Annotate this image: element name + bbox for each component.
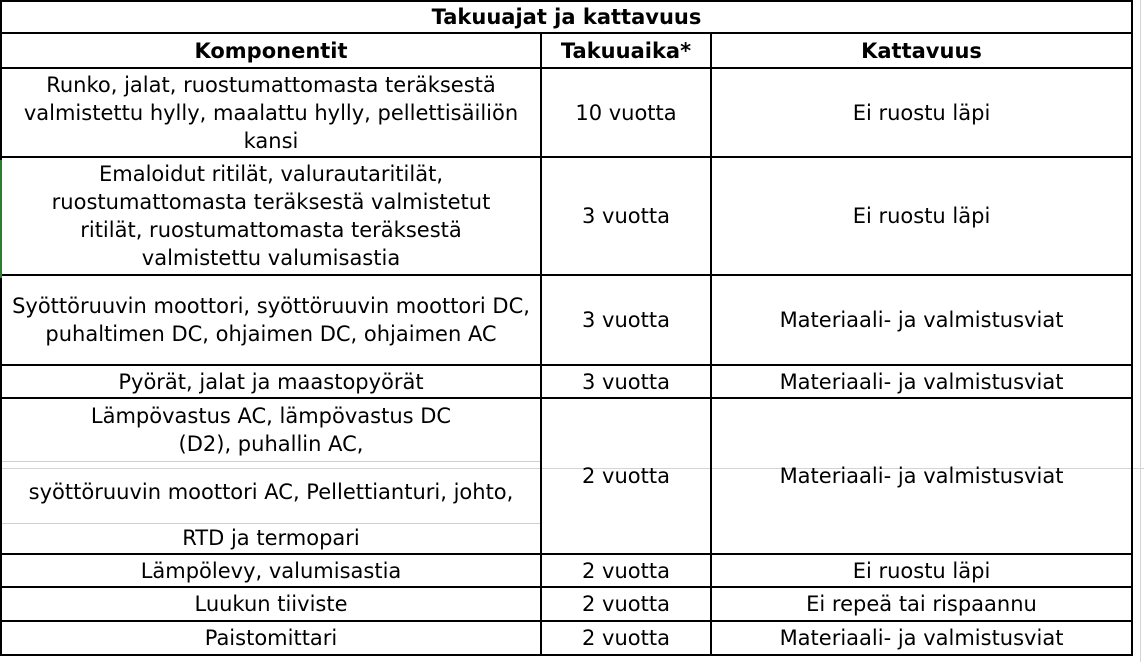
header-period[interactable]: Takuuaika*	[541, 33, 711, 68]
cell-coverage[interactable]: Ei repeä tai rispaannu	[711, 587, 1132, 621]
cell-coverage[interactable]: Materiaali- ja valmistusviat	[711, 275, 1132, 365]
table-row	[1, 621, 1132, 655]
table-row	[1, 157, 1132, 275]
cell-period[interactable]: 3 vuotta	[541, 275, 711, 365]
cell-component[interactable]: Runko, jalat, ruostumattomasta teräksestä valmistettu hylly, maalattu hylly, pellettisäiliön kansi	[1, 68, 541, 157]
cell-period[interactable]: 2 vuotta	[541, 398, 711, 554]
table-row	[1, 587, 1132, 621]
table-row	[1, 398, 1132, 461]
cell-component[interactable]: Lämpölevy, valumisastia	[1, 554, 541, 587]
cell-component[interactable]: Lämpövastus AC, lämpövastus DC (D2), puhallin AC,	[1, 398, 541, 461]
table-row	[1, 275, 1132, 365]
header-coverage[interactable]: Kattavuus	[711, 33, 1132, 68]
table-row	[1, 68, 1132, 157]
title-row	[1, 1, 1132, 33]
cell-coverage[interactable]: Ei ruostu läpi	[711, 68, 1132, 157]
cell-coverage[interactable]: Materiaali- ja valmistusviat	[711, 621, 1132, 655]
header-row	[1, 33, 1132, 68]
cell-period[interactable]: 2 vuotta	[541, 554, 711, 587]
cell-component[interactable]: Paistomittari	[1, 621, 541, 655]
header-component[interactable]: Komponentit	[1, 33, 541, 68]
cell-coverage[interactable]: Materiaali- ja valmistusviat	[711, 398, 1132, 554]
cell-component[interactable]: Pyörät, jalat ja maastopyörät	[1, 365, 541, 398]
cell-component[interactable]: Emaloidut ritilät, valurautaritilät, ruostumattomasta teräksestä valmistetut ritilät, ruostumattomasta teräksestä valmistettu valumisastia	[1, 157, 541, 275]
cell-component[interactable]: RTD ja termopari	[1, 523, 541, 554]
cell-period[interactable]: 2 vuotta	[541, 621, 711, 655]
cell-period[interactable]: 3 vuotta	[541, 157, 711, 275]
table-title[interactable]: Takuuajat ja kattavuus	[1, 1, 1132, 33]
cell-component[interactable]: syöttöruuvin moottori AC, Pellettianturi, johto,	[1, 461, 541, 523]
table-row	[1, 365, 1132, 398]
cell-coverage[interactable]: Ei ruostu läpi	[711, 157, 1132, 275]
cell-coverage[interactable]: Materiaali- ja valmistusviat	[711, 365, 1132, 398]
cell-period[interactable]: 3 vuotta	[541, 365, 711, 398]
table-row	[1, 554, 1132, 587]
cell-period[interactable]: 2 vuotta	[541, 587, 711, 621]
grid-line	[1140, 0, 1141, 662]
cell-coverage[interactable]: Ei ruostu läpi	[711, 554, 1132, 587]
cell-component[interactable]: Luukun tiiviste	[1, 587, 541, 621]
cell-selection-marker	[0, 160, 2, 278]
cell-period[interactable]: 10 vuotta	[541, 68, 711, 157]
cell-component[interactable]: Syöttöruuvin moottori, syöttöruuvin moottori DC, puhaltimen DC, ohjaimen DC, ohjaimen AC	[1, 275, 541, 365]
